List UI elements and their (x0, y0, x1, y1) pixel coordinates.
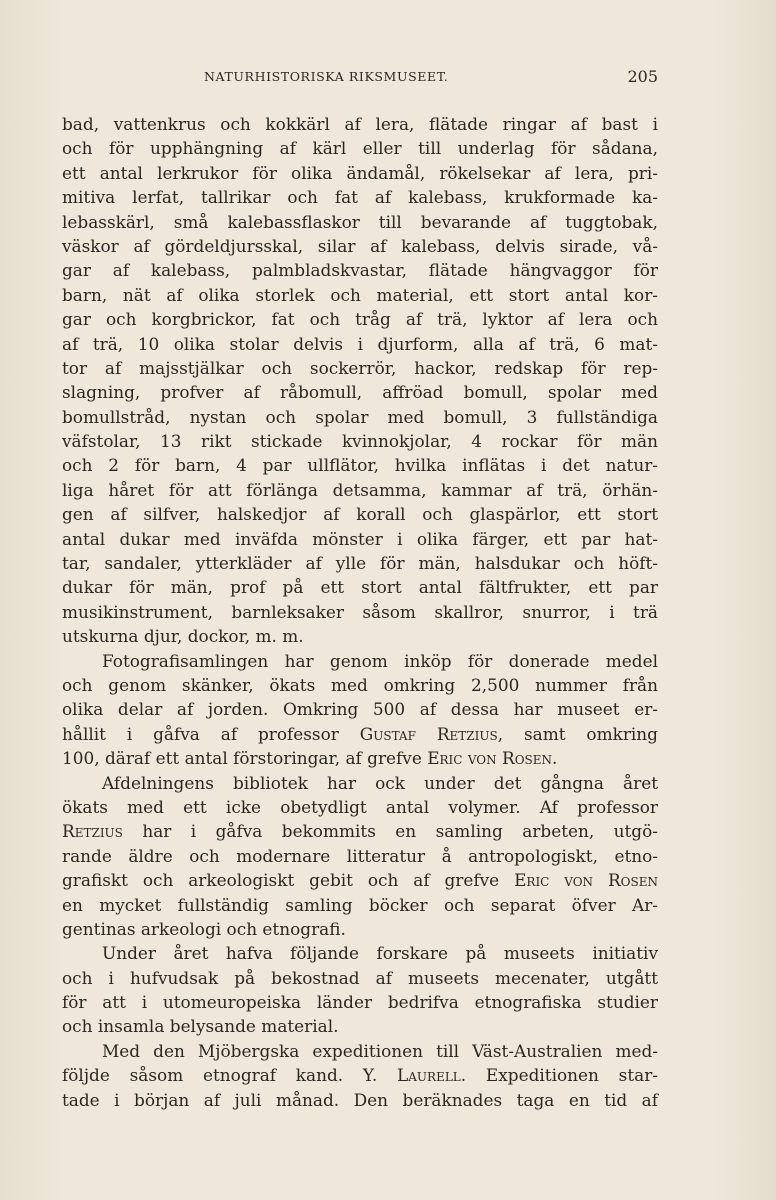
text-line: Fotografisamlingen har genom inköp för donerade medel (102, 650, 658, 671)
text-line: Retzius har i gåfva bekommits en samling arbeten, utgö- (62, 821, 658, 842)
text-line: af trä, 10 olika stolar delvis i djurform, alla af trä, 6 mat- (62, 333, 658, 354)
text-line: olika delar af jorden. Omkring 500 af dessa har museet er- (62, 699, 658, 720)
text-line: en mycket fullständig samling böcker och separat öfver Ar- (62, 894, 658, 915)
text-line: ökats med ett icke obetydligt antal volymer. Af professor (62, 796, 658, 817)
text-line: barn, nät af olika storlek och material, ett stort antal kor- (62, 284, 658, 305)
text-line: Under året hafva följande forskare på museets initiativ (102, 943, 658, 964)
text-line: hållit i gåfva af professor Gustaf Retzius, samt omkring (62, 723, 658, 744)
text-line: mitiva lerfat, tallrikar och fat af kalebass, krukformade ka- (62, 187, 658, 208)
text-line: gar och korgbrickor, fat och tråg af trä, lyktor af lera och (62, 309, 658, 330)
text-line: grafiskt och arkeologiskt gebit och af grefve Eric von Rosen (62, 870, 658, 891)
text-line: bad, vattenkrus och kokkärl af lera, flätade ringar af bast i (62, 114, 658, 134)
text-line: gentinas arkeologi och etnografi. (62, 918, 346, 939)
text-line: tade i början af juli månad. Den beräknades taga en tid af (62, 1089, 658, 1110)
text-line: antal dukar med inväfda mönster i olika färger, ett par hat- (62, 528, 658, 549)
running-head-title: NATURHISTORISKA RIKSMUSEET. (204, 69, 449, 84)
text-line: för att i utomeuropeiska länder bedrifva etnografiska studier (62, 992, 658, 1013)
running-head (88, 66, 658, 88)
text-line: utskurna djur, dockor, m. m. (62, 626, 304, 647)
text-line: tar, sandaler, ytterkläder af ylle för män, halsdukar och höft- (62, 553, 658, 574)
text-line: slagning, profver af råbomull, affröad bomull, spolar med (62, 382, 658, 403)
text-line: lebasskärl, små kalebassflaskor till bevarande af tuggtobak, (62, 211, 658, 232)
text-line: Afdelningens bibliotek har ock under det gångna året (102, 772, 658, 793)
text-line: gen af silfver, halskedjor af korall och glaspärlor, ett stort (62, 504, 658, 525)
page-number: 205 (627, 67, 658, 86)
text-line: bomullstråd, nystan och spolar med bomull, 3 fullständiga (62, 406, 658, 427)
text-line: och i hufvudsak på bekostnad af museets mecenater, utgått (62, 967, 658, 988)
body-text (62, 112, 658, 1112)
text-line: och genom skänker, ökats med omkring 2,500 nummer från (62, 674, 658, 695)
text-line: musikinstrument, barnleksaker såsom skallror, snurror, i trä (62, 601, 658, 622)
text-line: 100, däraf ett antal förstoringar, af grefve Eric von Rosen. (62, 748, 558, 769)
text-line: följde såsom etnograf kand. Y. Laurell. Expeditionen star- (62, 1065, 658, 1086)
text-line: och för upphängning af kärl eller till underlag för sådana, (62, 138, 658, 159)
text-line: ett antal lerkrukor för olika ändamål, rökelsekar af lera, pri- (62, 162, 658, 183)
text-line: och 2 för barn, 4 par ullflätor, hvilka inflätas i det natur- (62, 455, 658, 476)
text-line: Med den Mjöbergska expeditionen till Väst-Australien med- (102, 1040, 658, 1061)
text-line: dukar för män, prof på ett stort antal fältfrukter, ett par (62, 577, 658, 598)
text-line: och insamla belysande material. (62, 1016, 339, 1037)
text-line: väskor af gördeldjursskal, silar af kalebass, delvis sirade, vå- (62, 235, 658, 256)
text-line: tor af majsstjälkar och sockerrör, hackor, redskap för rep- (62, 357, 658, 378)
text-line: väfstolar, 13 rikt stickade kvinnokjolar, 4 rockar för män (62, 431, 658, 452)
text-line: liga håret för att förlänga detsamma, kammar af trä, örhän- (62, 479, 658, 500)
text-line: gar af kalebass, palmbladskvastar, flätade hängvaggor för (62, 260, 658, 281)
text-line: rande äldre och modernare litteratur å antropologiskt, etno- (62, 845, 658, 866)
